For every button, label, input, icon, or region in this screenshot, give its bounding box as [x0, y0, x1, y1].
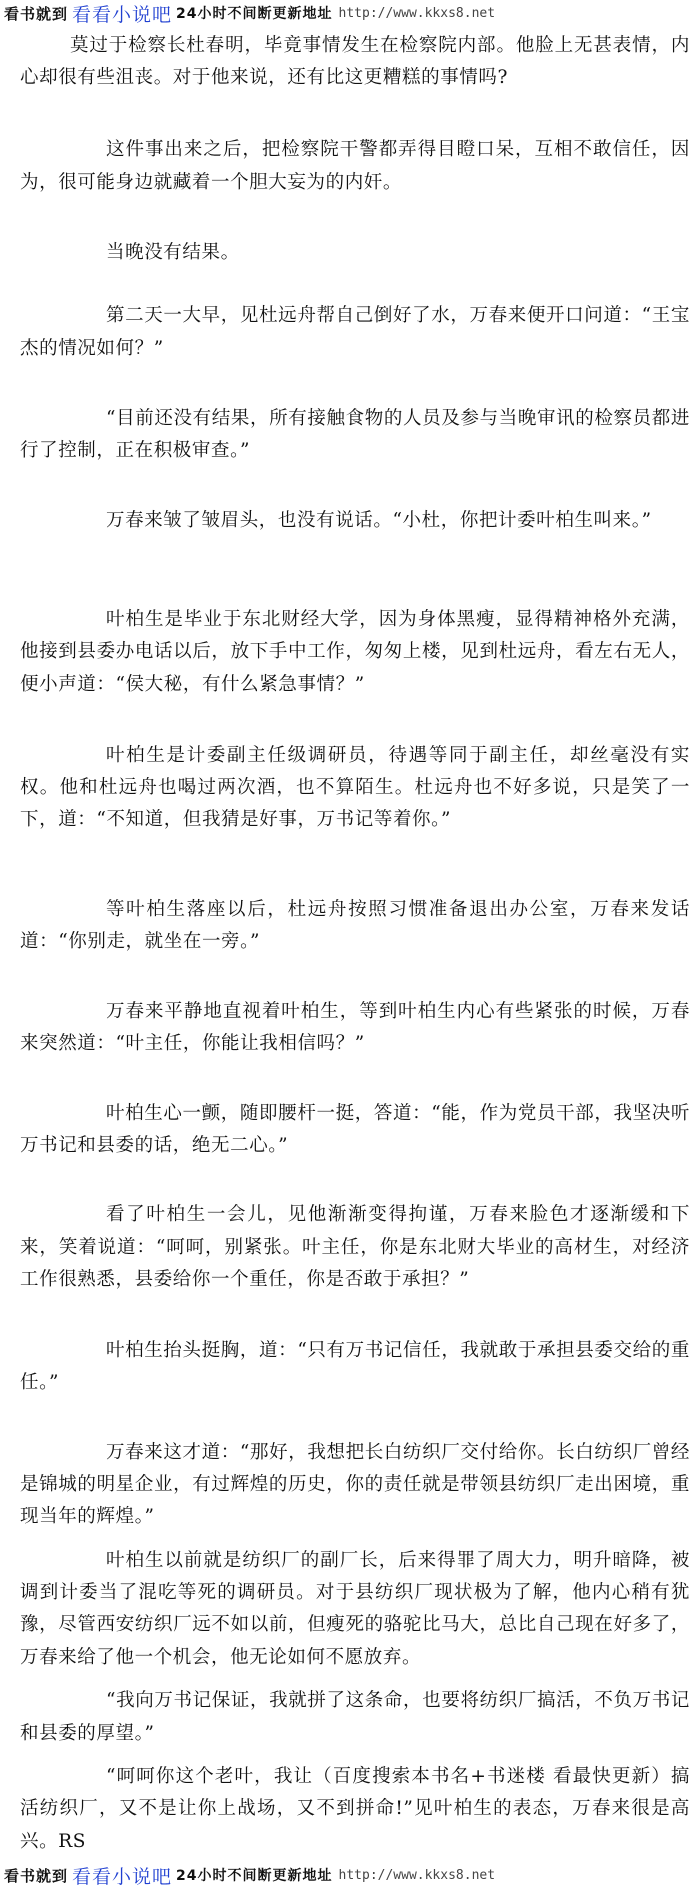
paragraph: 这件事出来之后，把检察院干警都弄得目瞪口呆，互相不敢信任，因为，很可能身边就藏着一个胆大妄为的内奸。 — [20, 139, 690, 193]
header-banner — [0, 0, 700, 26]
paragraph: 万春来这才道：“那好，我想把长白纺织厂交付给你。长白纺织厂曾经是锦城的明星企业，有过辉煌的历史，你的责任就是带领县纺织厂走出困境，重现当年的辉煌。” — [20, 1441, 690, 1528]
paragraph: 第二天一大早，见杜远舟帮自己倒好了水，万春来便开口问道：“王宝杰的情况如何？” — [20, 305, 690, 359]
header-brand-link[interactable]: 看看小说吧 — [72, 3, 173, 26]
footer-url-link[interactable]: http://www.kkxs8.net — [338, 1867, 496, 1883]
paragraph: 当晚没有结果。 — [106, 241, 240, 263]
header-prefix: 看书就到 — [4, 4, 69, 23]
footer-prefix: 看书就到 — [4, 1866, 69, 1885]
paragraph: 叶柏生是计委副主任级调研员，待遇等同于副主任，却丝毫没有实权。他和杜远舟也喝过两次酒，也不算陌生。杜远舟也不好多说，只是笑了一下，道：“不知道，但我猜是好事，万书记等着你。” — [20, 744, 690, 831]
paragraph: 等叶柏生落座以后，杜远舟按照习惯准备退出办公室，万春来发话道：“你别走，就坐在一旁。” — [20, 898, 690, 952]
paragraph: 万春来平静地直视着叶柏生，等到叶柏生内心有些紧张的时候，万春来突然道：“叶主任，你能让我相信吗？” — [20, 1001, 690, 1055]
paragraph: “呵呵你这个老叶，我让（百度搜索本书名+书迷楼 看最快更新）搞活纺织厂，又不是让你上战场，又不到拼命!”见叶柏生的表态，万春来很是高兴。RS — [20, 1766, 690, 1852]
paragraph: “我向万书记保证，我就拼了这条命，也要将纺织厂搞活，不负万书记和县委的厚望。” — [20, 1690, 690, 1744]
footer-brand-link[interactable]: 看看小说吧 — [72, 1865, 173, 1888]
paragraph: 叶柏生以前就是纺织厂的副厂长，后来得罪了周大力，明升暗降，被调到计委当了混吃等死的调研员。对于县纺织厂现状极为了解，他内心稍有犹豫，尽管西安纺织厂远不如以前，但瘦死的骆驼比马大，总比自己现在好多了，万春来给了他一个机会，他无论如何不愿放弃。 — [20, 1549, 690, 1668]
paragraph: 莫过于检察长杜春明，毕竟事情发生在检察院内部。他脸上无甚表情，内心却很有些沮丧。对于他来说，还有比这更糟糕的事情吗? — [20, 35, 690, 89]
paragraph: 看了叶柏生一会儿，见他渐渐变得拘谨，万春来脸色才逐渐缓和下来，笑着说道：“呵呵，别紧张。叶主任，你是东北财大毕业的高材生，对经济工作很熟悉，县委给你一个重任，你是否敢于承担？” — [20, 1204, 690, 1290]
footer-banner — [0, 1862, 700, 1888]
header-slogan: 24小时不间断更新地址 — [176, 6, 333, 22]
paragraph: 叶柏生抬头挺胸，道：“只有万书记信任，我就敢于承担县委交给的重任。” — [20, 1340, 690, 1394]
paragraph: 叶柏生心一颤，随即腰杆一挺，答道：“能，作为党员干部，我坚决听万书记和县委的话，绝无二心。” — [20, 1102, 690, 1157]
footer-slogan: 24小时不间断更新地址 — [176, 1868, 333, 1884]
paragraph: 万春来皱了皱眉头，也没有说话。“小杜，你把计委叶柏生叫来。” — [106, 509, 652, 531]
paragraph: 叶柏生是毕业于东北财经大学，因为身体黑瘦，显得精神格外充满，他接到县委办电话以后，放下手中工作，匆匆上楼，见到杜远舟，看左右无人，便小声道：“侯大秘，有什么紧急事情？” — [20, 609, 690, 695]
header-url-link[interactable]: http://www.kkxs8.net — [338, 5, 496, 21]
paragraph: “目前还没有结果，所有接触食物的人员及参与当晚审讯的检察员都进行了控制，正在积极审查。” — [20, 408, 690, 462]
